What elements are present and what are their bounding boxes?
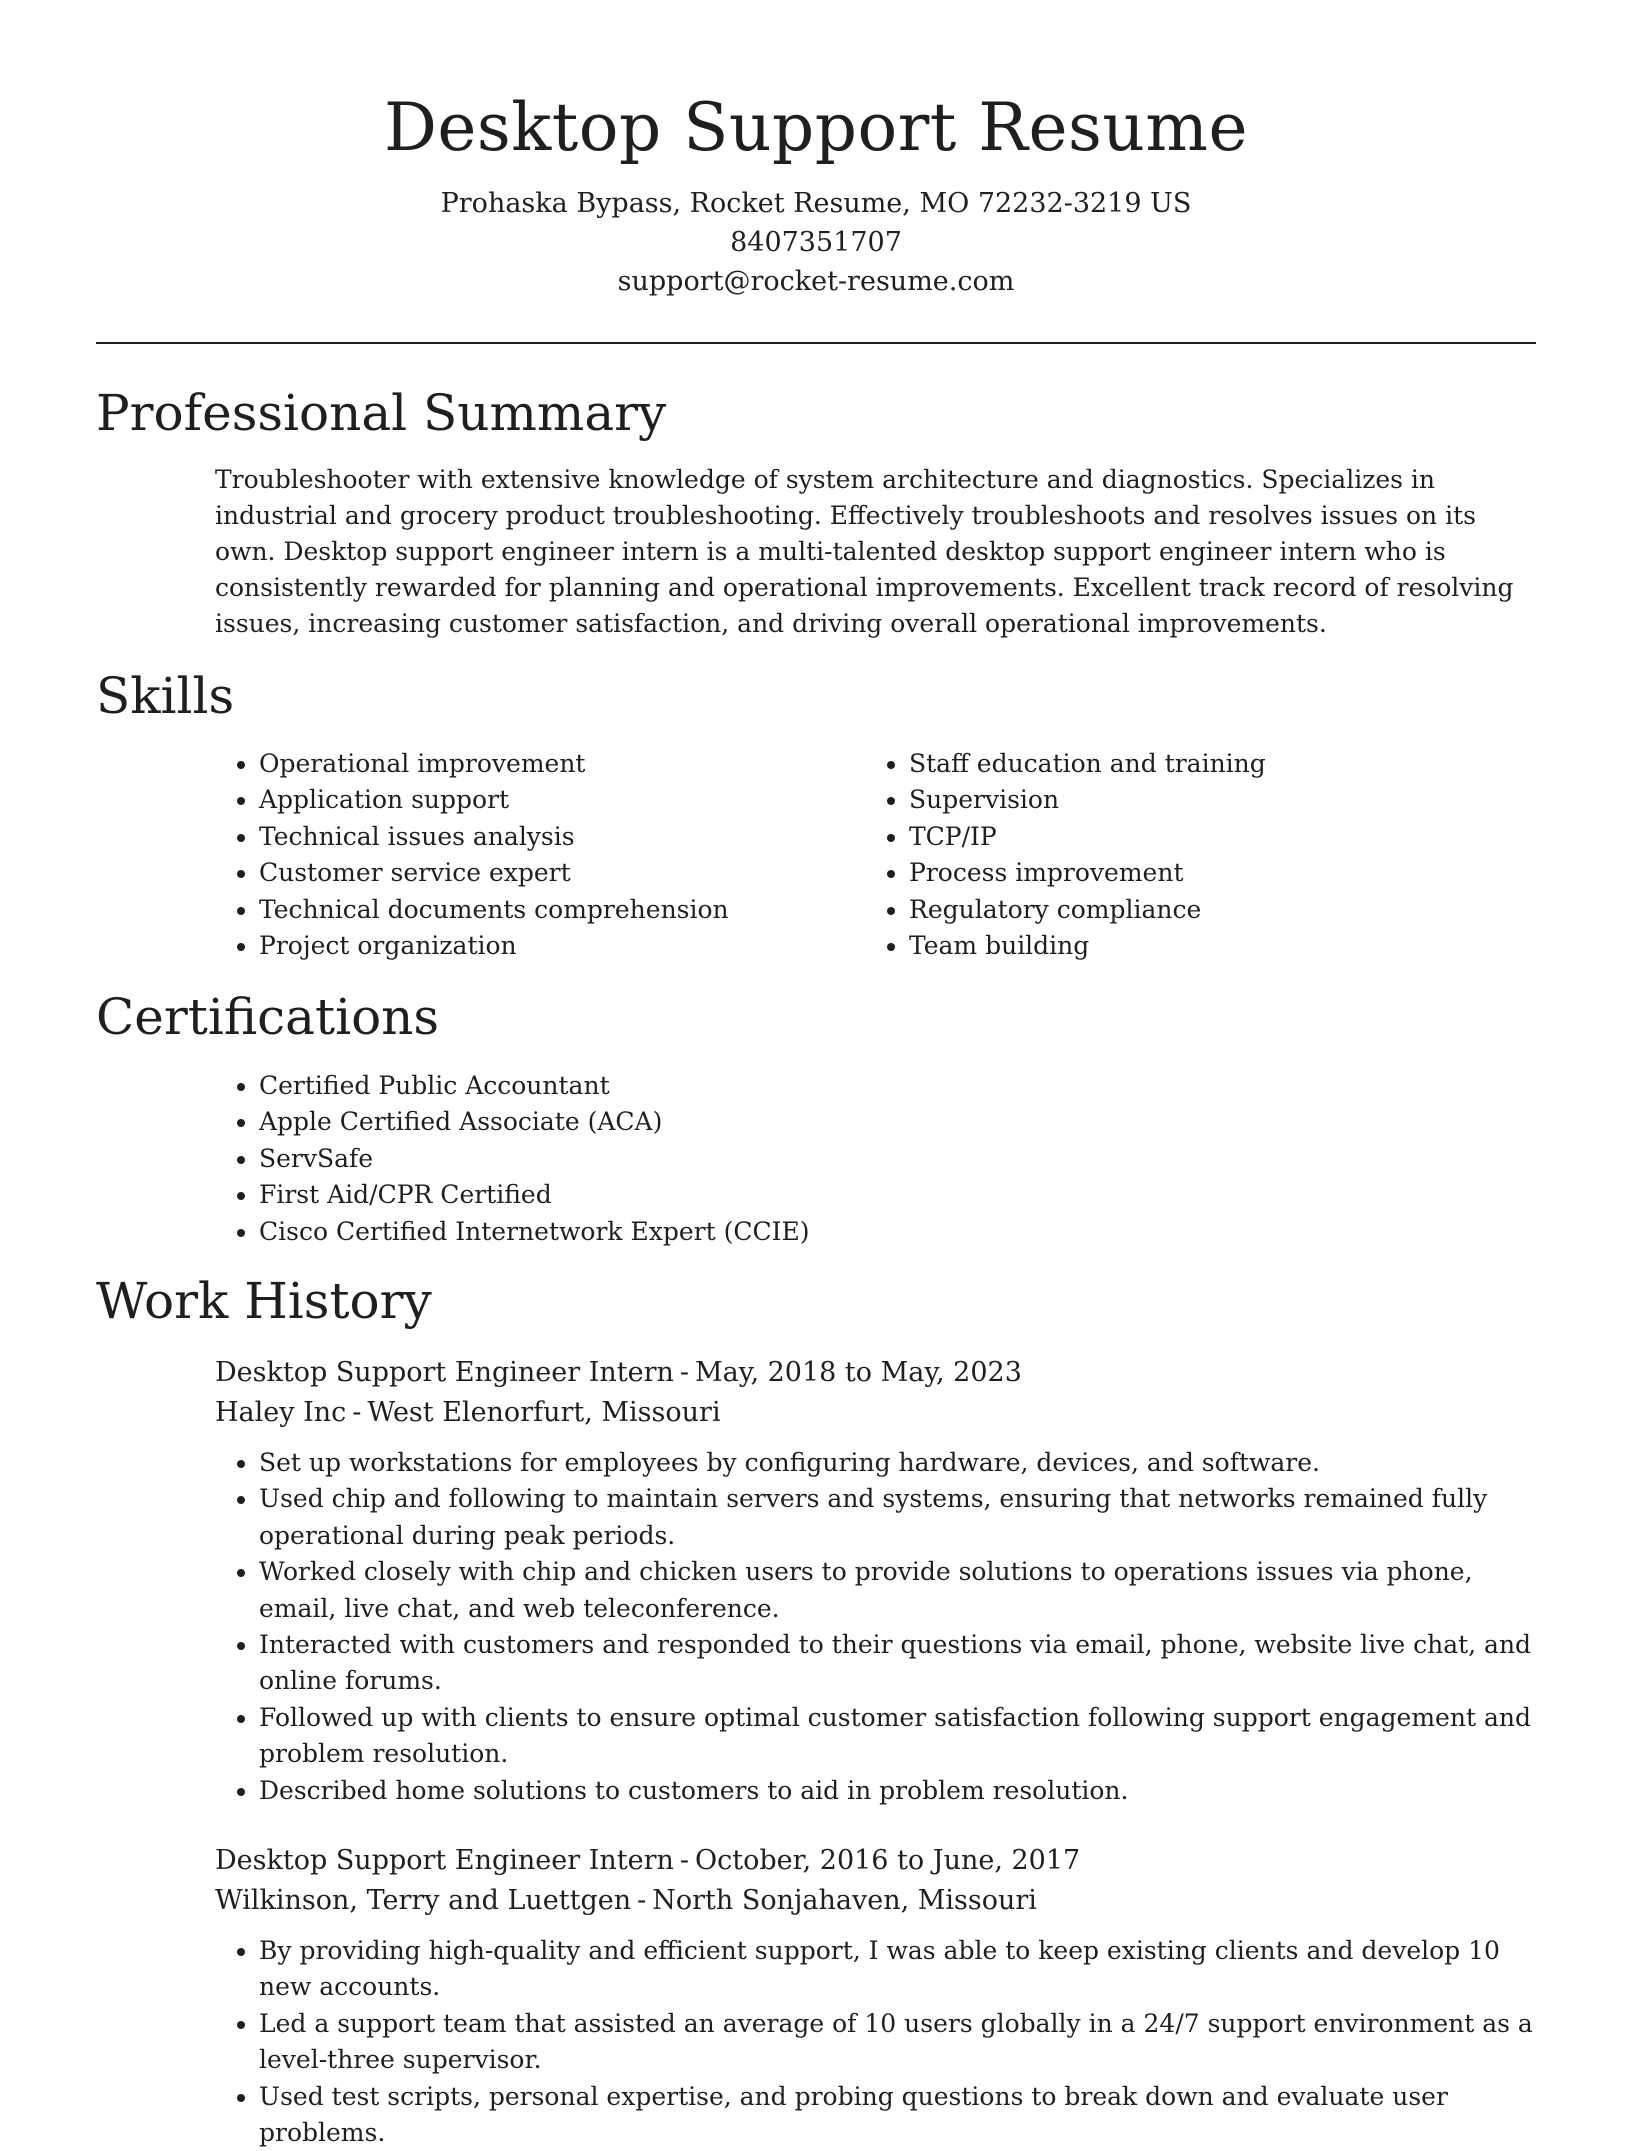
contact-email: support@rocket-resume.com bbox=[617, 266, 1015, 297]
job-entry bbox=[215, 1841, 1535, 2151]
resume-header bbox=[0, 86, 1632, 301]
summary-heading: Professional Summary bbox=[96, 384, 667, 442]
header-divider bbox=[96, 342, 1536, 344]
resume-title: Desktop Support Resume bbox=[383, 89, 1249, 166]
list-item: • Apple Certified Associate (ACA) bbox=[259, 1104, 1415, 1140]
separator: - bbox=[352, 1397, 362, 1428]
contact-block bbox=[0, 184, 1632, 301]
separator: - bbox=[637, 1885, 647, 1916]
job-entry bbox=[215, 1353, 1535, 1809]
contact-phone: 8407351707 bbox=[730, 227, 902, 258]
certifications-heading: Certifications bbox=[96, 988, 440, 1046]
list-item: • Customer service expert bbox=[259, 855, 835, 891]
job-title: Desktop Support Engineer Intern bbox=[215, 1357, 674, 1388]
list-item: • Operational improvement bbox=[259, 746, 835, 782]
list-item: • Used chip and following to maintain servers and systems, ensuring that networks remained fully operational during peak periods. bbox=[259, 1481, 1535, 1554]
job-company: Wilkinson, Terry and Luettgen bbox=[215, 1885, 632, 1916]
list-item: • ServSafe bbox=[259, 1141, 1415, 1177]
list-item: • Staff education and training bbox=[909, 746, 1485, 782]
job-location: West Elenorfurt, Missouri bbox=[367, 1397, 721, 1428]
job-location: North Sonjahaven, Missouri bbox=[652, 1885, 1037, 1916]
certifications-list bbox=[215, 1068, 1415, 1250]
list-item: • Described home solutions to customers to aid in problem resolution. bbox=[259, 1773, 1535, 1809]
list-item: • Regulatory compliance bbox=[909, 892, 1485, 928]
skills-list-left bbox=[215, 746, 835, 964]
list-item: • Cisco Certified Internetwork Expert (CCIE) bbox=[259, 1214, 1415, 1250]
list-item: • Worked closely with chip and chicken users to provide solutions to operations issues via phone, email, live chat, and web teleconference. bbox=[259, 1554, 1535, 1627]
list-item: • Used test scripts, personal expertise, and probing questions to break down and evaluate user problems. bbox=[259, 2079, 1535, 2151]
work-history-heading: Work History bbox=[96, 1272, 432, 1330]
skills-column-right bbox=[865, 746, 1485, 964]
skills-column-left bbox=[215, 746, 835, 964]
job-title-line bbox=[215, 1353, 1535, 1393]
job-company-line bbox=[215, 1881, 1535, 1921]
job-company: Haley Inc bbox=[215, 1397, 347, 1428]
skills-list-right bbox=[865, 746, 1485, 964]
list-item: • Led a support team that assisted an average of 10 users globally in a 24/7 support environment as a level-three supervisor. bbox=[259, 2006, 1535, 2079]
job-duties-list bbox=[215, 1933, 1535, 2151]
list-item: • Project organization bbox=[259, 928, 835, 964]
job-dates: May, 2018 to May, 2023 bbox=[695, 1357, 1022, 1388]
job-company-line bbox=[215, 1393, 1535, 1433]
summary-text: Troubleshooter with extensive knowledge of system architecture and diagnostics. Specializes in industrial and grocery product troubleshooting. Effectively troubleshoots and resolves issues on its own. Desktop support engineer intern is a multi-talented desktop support engineer intern who is consistently rewarded for planning and operational improvements. Excellent track record of resolving issues, increasing customer satisfaction, and driving overall operational improvements. bbox=[215, 465, 1514, 638]
job-duties-list bbox=[215, 1445, 1535, 1809]
list-item: • By providing high-quality and efficient support, I was able to keep existing clients and develop 10 new accounts. bbox=[259, 1933, 1535, 2006]
job-title: Desktop Support Engineer Intern bbox=[215, 1845, 674, 1876]
contact-address: Prohaska Bypass, Rocket Resume, MO 72232-3219 US bbox=[440, 188, 1192, 219]
list-item: • First Aid/CPR Certified bbox=[259, 1177, 1415, 1213]
skills-heading: Skills bbox=[96, 667, 235, 725]
list-item: • Process improvement bbox=[909, 855, 1485, 891]
separator: - bbox=[679, 1845, 690, 1876]
list-item: • Certified Public Accountant bbox=[259, 1068, 1415, 1104]
job-title-line bbox=[215, 1841, 1535, 1881]
list-item: • Followed up with clients to ensure optimal customer satisfaction following support engagement and problem resolution. bbox=[259, 1700, 1535, 1773]
list-item: • Application support bbox=[259, 782, 835, 818]
list-item: • Team building bbox=[909, 928, 1485, 964]
list-item: • Technical issues analysis bbox=[259, 819, 835, 855]
job-dates: October, 2016 to June, 2017 bbox=[695, 1845, 1081, 1876]
separator: - bbox=[679, 1357, 690, 1388]
certifications-block bbox=[215, 1068, 1415, 1250]
list-item: • Supervision bbox=[909, 782, 1485, 818]
list-item: • Set up workstations for employees by configuring hardware, devices, and software. bbox=[259, 1445, 1535, 1481]
list-item: • Interacted with customers and responded to their questions via email, phone, website live chat, and online forums. bbox=[259, 1627, 1535, 1700]
list-item: • TCP/IP bbox=[909, 819, 1485, 855]
list-item: • Technical documents comprehension bbox=[259, 892, 835, 928]
